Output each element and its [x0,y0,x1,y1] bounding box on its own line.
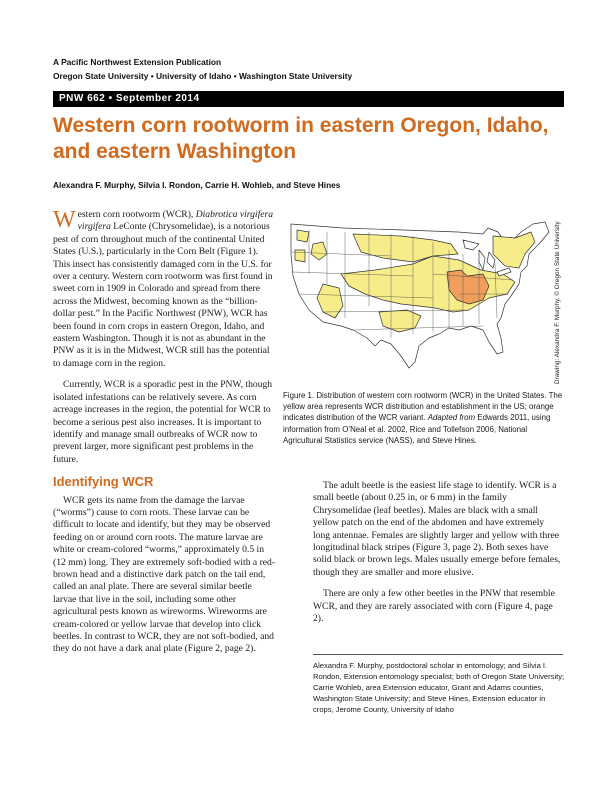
species-name: Diabrotica virgifera virgifera [77,209,274,233]
footnote-divider [313,654,563,655]
us-distribution-map [283,214,555,384]
drop-cap: W [53,207,76,233]
publication-number-bar [53,91,564,107]
section-heading-identifying: Identifying WCR [53,474,154,490]
authors-line: Alexandra F. Murphy, Silvia I. Rondon, Carrie H. Wohleb, and Steve Hines [53,180,341,190]
caption-adapted-from: Adapted from [427,413,476,423]
figure-credit-text: Drawing: Alexandra F. Murphy, © Oregon State University [554,221,561,384]
wcr-range-oregon [295,250,305,262]
identifying-paragraph-1: WCR gets its name from the damage the larvae (“worms”) cause to corn roots. These larvae can be difficult to locate and identify, but they may be observed feeding on or around corn roots. The mature larvae are white or cream-colored “worms,” approximately 0.5 in (12 mm) long. They are extremely soft-bodied with a red-brown head and a distinctive dark patch on the tail end, called an anal plate. There are several similar beetle larvae that live in the soil, including some other agricultural pests known as wireworms. Wireworms are cream-colored or yellow larvae that develop into click beetles. In contrast to WCR, they are not soft-bodied, and they do not have a dark anal plate (Figure 2, page 2). [53,494,276,655]
pub-number: PNW 662 • September 2014 [59,93,200,104]
author-affiliations: Alexandra F. Murphy, postdoctoral scholar in entomology; and Silvia I. Rondon, Extension entomology specialist; both of Oregon State University; Carrie Wohleb, area Extension educator, Grant and Adams counties, Washington State University; and Steve Hines, Extension educator in crops, Jerome County, University of Idaho [313,661,565,714]
left-column [53,209,275,665]
wcr-range-washington [297,230,309,242]
publication-header [53,55,352,83]
similar-beetles-paragraph: There are only a few other beetles in the PNW that resemble WCR, and they are rarely associated with corn (Figure 4, page 2). [313,588,555,625]
intro-paragraph-2: Currently, WCR is a sporadic pest in the PNW, though isolated infestations can be relatively severe. As corn acreage increases in the region, the potential for WCR to become a serious pest also increases. It is important to identify and manage small outbreaks of WCR now to prevent larger, more significant pest problems in the future. [53,379,273,465]
intro-text-a: estern corn rootworm (WCR), [77,209,196,220]
adult-paragraph: The adult beetle is the easiest life stage to identify. WCR is a small beetle (about 0.25 in, or 6 mm) in the family Chrysomelidae (leaf beetles). Males are black with a small yellow patch on the end of the abdomen and have extremely long antennae. Females are slightly larger and yellow with three longitudinal black stripes (Figure 3, page 2). Both sexes have solid black or brown legs. Males usually emerge before females, though they are smaller and more elusive. [313,480,561,578]
intro-text-b: LeConte (Chrysomelidae), is a notorious pest of corn throughout much of the continental United States (U.S.), particularly in the Corn Belt (Figure 1). This insect has consistently damaged corn in the U.S. for over a century. Western corn rootworm was first found in sweet corn in 1909 in Colorado and spread from there across the Midwest, becoming known as the “billion-dollar pest.” In the Pacific Northwest (PNW), WCR has been found in corn crops in eastern Oregon, Idaho, and eastern Washington. Though it is not as abundant in the PNW as it is in the Midwest, WCR still has the potential to damage corn in the region. [53,221,273,369]
series-line: A Pacific Northwest Extension Publication [53,57,222,67]
caption-text-b: Edwards 2011, using information from O’Neal et al. 2002, Rice and Tollefson 2006, National Agricultural Statistics service (NASS), and Steve Hines. [283,413,551,445]
figure-caption [283,390,565,446]
right-column [313,480,563,634]
intro-paragraph-1 [53,209,275,370]
page-title: Western corn rootworm in eastern Oregon, Idaho, and eastern Washington [53,114,549,163]
caption-text-a: Figure 1. Distribution of western corn rootworm (WCR) in the United States. The yellow area represents WCR distribution and establishment in the US; orange indicates distribution of the WCR variant. [283,391,563,423]
figure-credit [554,214,569,384]
universities-line: Oregon State University • University of Idaho • Washington State University [53,71,353,81]
